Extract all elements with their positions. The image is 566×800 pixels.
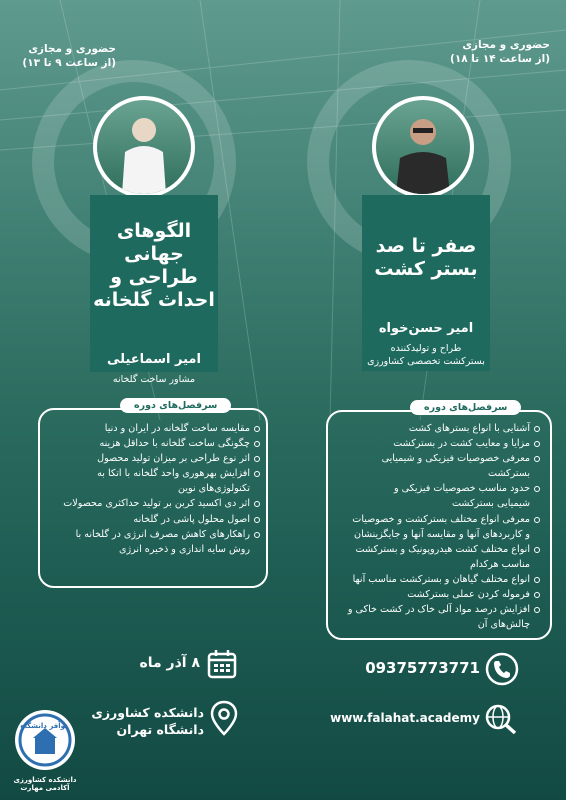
topic-item: انواع مختلف کشت هیدروپونیک و بسترکشت xyxy=(330,542,540,557)
left-speaker-photo xyxy=(93,96,195,198)
right-schedule-line1: حضوری و مجازی xyxy=(462,39,550,51)
topic-item: حدود مناسب خصوصیات فیزیکی و xyxy=(330,481,540,496)
phone-icon xyxy=(485,652,519,690)
location-pin-icon xyxy=(210,700,238,740)
right-speaker-role xyxy=(362,342,490,368)
topic-item: اصول محلول پاشی در گلخانه xyxy=(50,512,260,527)
right-syllabus-label: سرفصل‌های دوره xyxy=(410,400,521,415)
left-title-line3: احداث گلخانه xyxy=(93,289,215,311)
right-course-panel xyxy=(362,195,490,371)
topic-item: افزایش بهرهوری واحد گلخانه با اتکا به xyxy=(50,466,260,481)
left-speaker-role: مشاور ساخت گلخانه xyxy=(112,374,196,385)
topic-item: بسترکشت xyxy=(488,468,530,480)
phone-number[interactable]: 09375773771 xyxy=(365,659,480,677)
topic-item: اثر نوع طراحی بر میزان تولید محصول xyxy=(50,451,260,466)
calendar-icon xyxy=(206,648,238,684)
right-course-title xyxy=(362,235,490,281)
academy-logo-emblem xyxy=(13,708,77,772)
right-schedule-line2: (از ساعت ۱۴ تا ۱۸) xyxy=(450,53,550,65)
right-topic-list xyxy=(330,421,540,632)
topic-item: آشنایی با انواع بسترهای کشت xyxy=(330,421,540,436)
right-speaker-name: امیر حسن‌خواه xyxy=(378,321,474,336)
topic-item: چگونگی ساخت گلخانه با حداقل هزینه xyxy=(50,436,260,451)
right-role-line2: بسترکشت تخصصی کشاورزی xyxy=(367,356,485,367)
topic-item: تکنولوژی‌های نوین xyxy=(178,483,250,495)
location-line2: دانشگاه تهران xyxy=(116,722,204,737)
left-syllabus-label: سرفصل‌های دوره xyxy=(120,398,231,413)
logo-caption-line1: دانشکده کشاورزی xyxy=(13,776,77,784)
person-icon xyxy=(97,100,191,194)
topic-item: شیمیایی بسترکشت xyxy=(452,498,530,510)
location-line1: دانشکده کشاورزی xyxy=(91,705,204,720)
event-date: ۸ آذر ماه xyxy=(139,655,200,671)
right-speaker-photo xyxy=(372,96,474,198)
web-search-icon xyxy=(484,703,518,739)
left-course-title xyxy=(90,220,218,312)
topic-item: مناسب هرکدام xyxy=(469,558,530,570)
left-schedule-line2: (از ساعت ۹ تا ۱۳) xyxy=(22,57,116,69)
person-icon xyxy=(376,100,470,194)
right-schedule-badge xyxy=(440,38,550,66)
topic-item: مزایا و معایب کشت در بسترکشت xyxy=(330,436,540,451)
logo-text-top: نوآفر دانشگاه xyxy=(20,722,68,730)
left-speaker-name: امیر اسماعیلی xyxy=(107,352,201,367)
right-title-line1: صفر تا صد xyxy=(375,235,477,257)
event-location xyxy=(80,704,204,738)
topic-item: افزایش درصد مواد آلی خاک در کشت خاکی و xyxy=(330,602,540,617)
topic-item: فرموله کردن عملی بسترکشت xyxy=(330,587,540,602)
left-topic-list xyxy=(50,421,260,557)
right-role-line1: طراح و تولیدکننده xyxy=(390,343,462,354)
topic-item: مقایسه ساخت گلخانه در ایران و دنیا xyxy=(50,421,260,436)
topic-item: معرفی خصوصیات فیزیکی و شیمیایی xyxy=(330,451,540,466)
topic-item: اثر دی اکسید کربن بر تولید حداکثری محصولات xyxy=(50,496,260,511)
website-link[interactable]: www.falahat.academy xyxy=(330,711,480,725)
topic-item: روش سایه اندازی و ذخیره انرژی xyxy=(118,543,250,555)
topic-item: انواع مختلف گیاهان و بسترکشت مناسب آنها xyxy=(330,572,540,587)
left-schedule-line1: حضوری و مجازی xyxy=(28,43,116,55)
left-title-line2: طراحی و xyxy=(110,266,198,288)
left-course-panel xyxy=(90,195,218,385)
topic-item: راهکارهای کاهش مصرف انرژی در گلخانه با xyxy=(50,527,260,542)
left-title-line1: الگوهای جهانی xyxy=(116,220,192,265)
topic-item: چالش‌های آن xyxy=(477,619,530,631)
right-title-line2: بستر کشت xyxy=(374,258,478,280)
topic-item: معرفی انواع مختلف بسترکشت و خصوصیات xyxy=(330,512,540,527)
logo-caption-line2: آکادمی مهارت xyxy=(20,784,70,792)
topic-item: و کاربردهای آنها و مقایسه آنها و جایگزینشان xyxy=(354,528,530,540)
left-schedule-badge xyxy=(6,42,116,70)
academy-logo xyxy=(12,708,78,792)
